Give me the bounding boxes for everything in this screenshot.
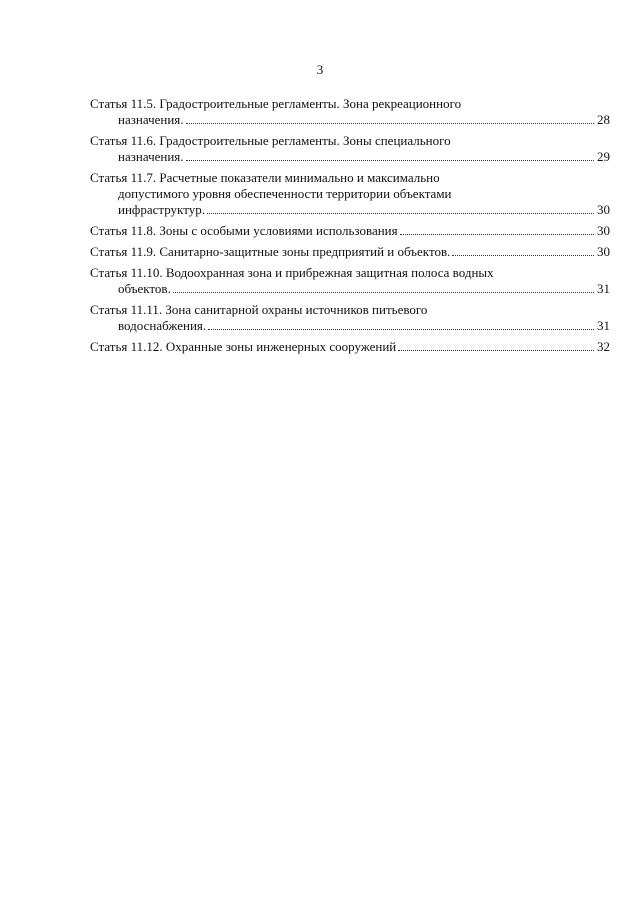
toc-entry-11-10[interactable]	[90, 265, 610, 297]
dot-leader	[208, 329, 594, 330]
toc-page-number: 30	[597, 202, 610, 217]
toc-entry-title: Статья 11.12. Охранные зоны инженерных сооружений	[90, 339, 397, 354]
toc-entry-title: Статья 11.7. Расчетные показатели минимально и максимально	[90, 170, 440, 185]
toc-page-number: 29	[597, 149, 610, 164]
dot-leader	[207, 213, 594, 214]
dot-leader	[452, 255, 594, 256]
toc-entry-title: Статья 11.9. Санитарно-защитные зоны предприятий и объектов.	[90, 244, 451, 259]
toc-page-number: 31	[597, 281, 610, 296]
toc-entry-title: Статья 11.11. Зона санитарной охраны источников питьевого	[90, 302, 428, 317]
toc-entry-title-cont: объектов.	[118, 281, 171, 296]
toc-entry-title-cont: инфраструктур.	[118, 202, 205, 217]
toc-entry-title-cont: назначения.	[118, 149, 184, 164]
toc-entry-title: Статья 11.6. Градостроительные регламенты. Зоны специального	[90, 133, 451, 148]
table-of-contents	[90, 96, 610, 360]
toc-entry-title: Статья 11.5. Градостроительные регламенты. Зона рекреационного	[90, 96, 462, 111]
toc-entry-11-11[interactable]	[90, 302, 610, 334]
toc-entry-11-7[interactable]	[90, 170, 610, 218]
toc-page-number: 32	[597, 339, 610, 354]
toc-page-number: 28	[597, 112, 610, 127]
toc-page-number: 30	[597, 244, 610, 259]
toc-entry-11-8[interactable]	[90, 223, 610, 239]
toc-page-number: 31	[597, 318, 610, 333]
toc-entry-11-12[interactable]	[90, 339, 610, 355]
toc-entry-11-9[interactable]	[90, 244, 610, 260]
toc-entry-title-cont: назначения.	[118, 112, 184, 127]
toc-entry-title: Статья 11.8. Зоны с особыми условиями использования	[90, 223, 398, 238]
toc-entry-11-6[interactable]	[90, 133, 610, 165]
page-number: 3	[316, 62, 324, 77]
toc-entry-11-5[interactable]	[90, 96, 610, 128]
dot-leader	[186, 123, 594, 124]
dot-leader	[173, 292, 594, 293]
dot-leader	[186, 160, 594, 161]
toc-page-number: 30	[597, 223, 610, 238]
toc-entry-title-cont: допустимого уровня обеспеченности территории объектами	[118, 186, 452, 201]
dot-leader	[398, 350, 594, 351]
toc-entry-title-cont: водоснабжения.	[118, 318, 207, 333]
toc-entry-title: Статья 11.10. Водоохранная зона и прибрежная защитная полоса водных	[90, 265, 494, 280]
dot-leader	[400, 234, 594, 235]
